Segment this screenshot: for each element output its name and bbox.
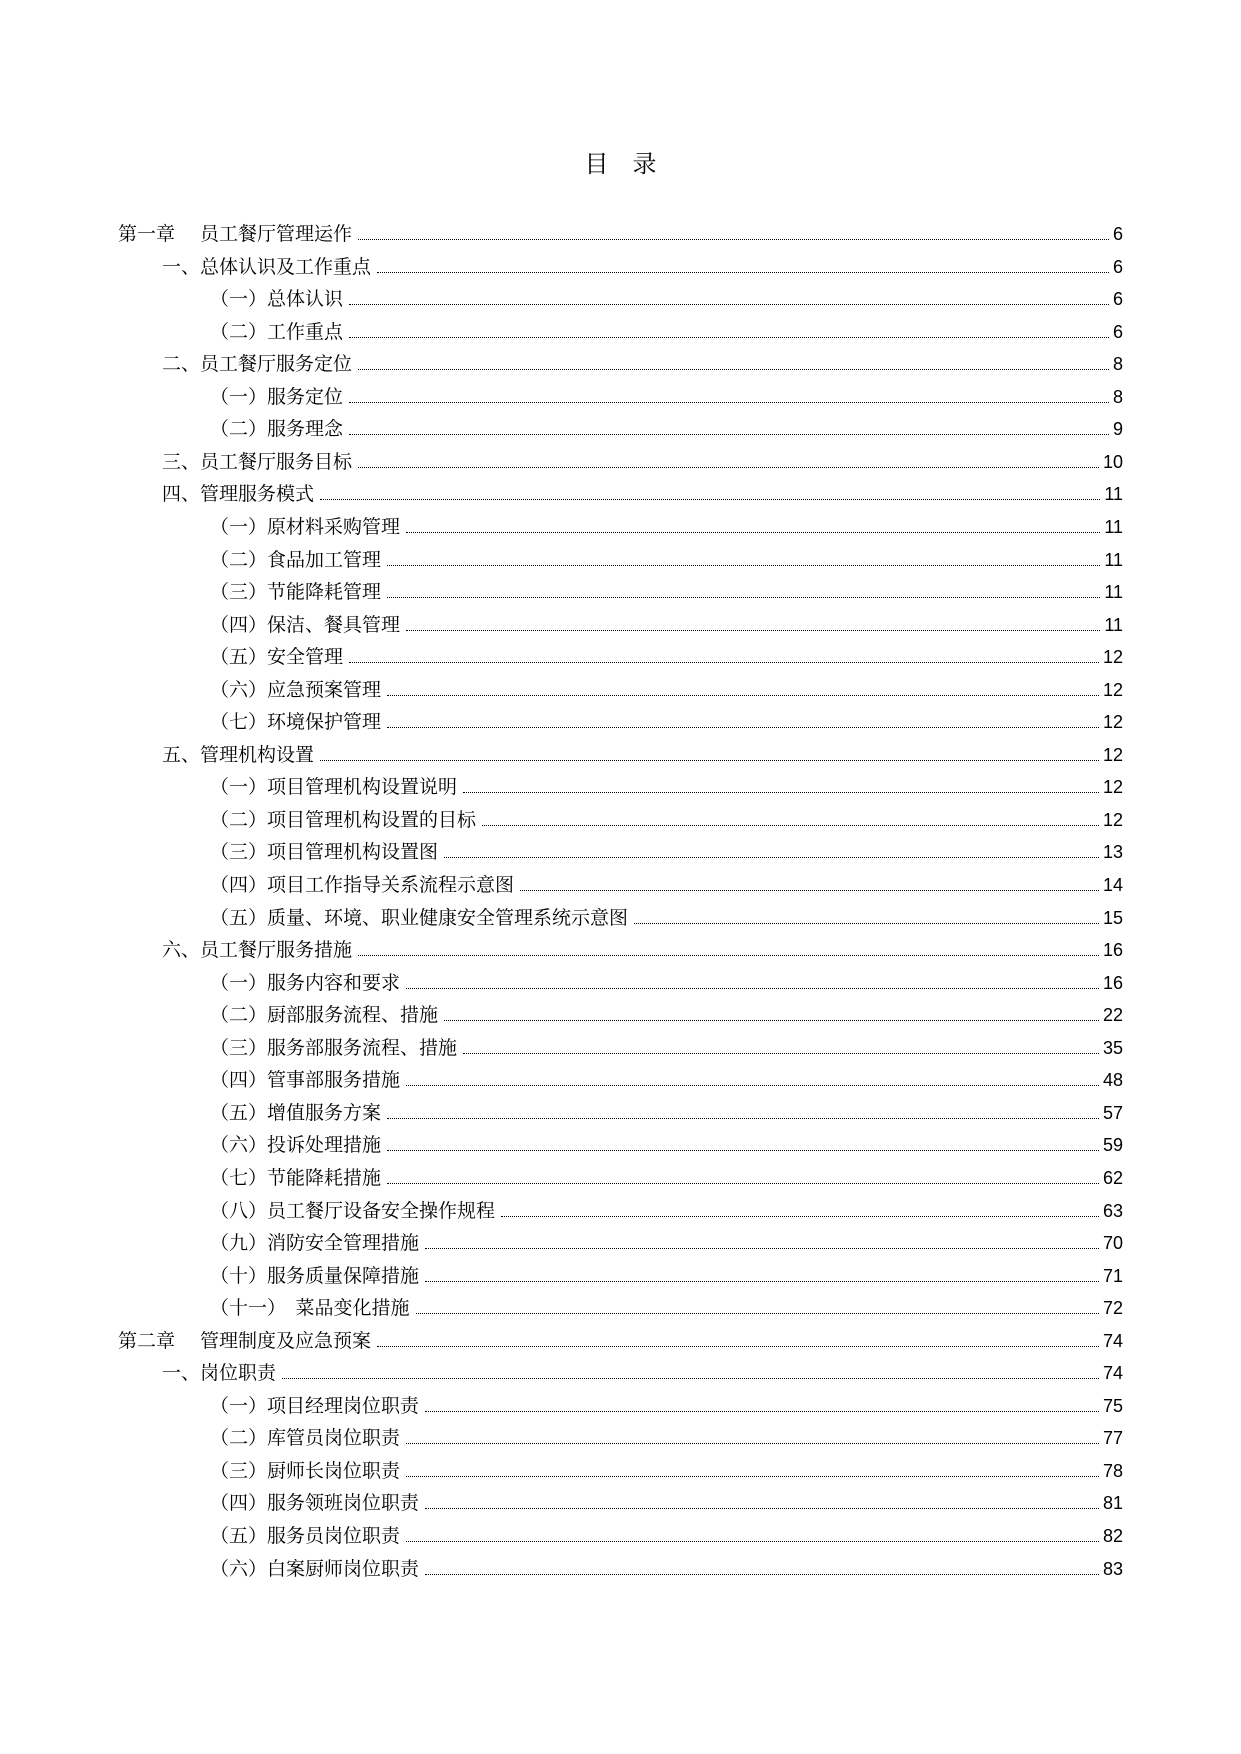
dot-leader [387, 727, 1099, 728]
toc-entry-label: （三）厨师长岗位职责 [210, 1459, 401, 1482]
toc-entry[interactable] [210, 572, 1123, 604]
toc-entry[interactable] [210, 702, 1123, 734]
dot-leader [425, 1281, 1099, 1282]
toc-entry-label: （一）服务内容和要求 [210, 971, 401, 994]
toc-entry[interactable] [210, 1060, 1123, 1092]
dot-leader [406, 1541, 1099, 1542]
toc-entry[interactable] [210, 279, 1123, 311]
dot-leader [387, 1150, 1099, 1151]
toc-page-number: 78 [1102, 1460, 1123, 1481]
toc-entry-label: （二）服务理念 [210, 418, 344, 441]
dot-leader [387, 565, 1100, 566]
toc-entry-label: 一、总体认识及工作重点 [162, 255, 372, 278]
toc-entry-label: （六）白案厨师岗位职责 [210, 1557, 420, 1580]
toc-entry-label: （七）节能降耗措施 [210, 1166, 382, 1189]
toc-entry[interactable] [118, 1321, 1123, 1353]
toc-page-number: 12 [1102, 744, 1123, 765]
dot-leader [387, 1183, 1099, 1184]
dot-leader [358, 467, 1099, 468]
toc-page-number: 70 [1102, 1233, 1123, 1254]
dot-leader [387, 1118, 1099, 1119]
toc-entry[interactable] [162, 930, 1123, 962]
toc-entry[interactable] [210, 1093, 1123, 1125]
toc-page-number: 16 [1102, 972, 1123, 993]
toc-entry[interactable] [210, 1549, 1123, 1581]
toc-entry[interactable] [210, 800, 1123, 832]
toc-entry-label: （四）项目工作指导关系流程示意图 [210, 874, 515, 896]
toc-page-number: 12 [1102, 777, 1123, 798]
toc-page-number: 6 [1112, 289, 1123, 310]
toc-page-number: 57 [1102, 1102, 1123, 1123]
toc-page-number: 8 [1112, 386, 1123, 407]
toc-entry[interactable] [210, 1418, 1123, 1450]
dot-leader [520, 890, 1099, 891]
dot-leader [406, 988, 1099, 989]
toc-page-number: 74 [1102, 1363, 1123, 1384]
toc-entry[interactable] [210, 637, 1123, 669]
toc-page-number: 72 [1102, 1298, 1123, 1319]
toc-entry-label: （三）服务部服务流程、措施 [210, 1036, 458, 1059]
toc-page-number: 81 [1102, 1493, 1123, 1514]
toc-entry-label: （二）工作重点 [210, 320, 344, 343]
dot-leader [377, 272, 1109, 273]
dot-leader [425, 1508, 1099, 1509]
toc-entry-label: （十一） 菜品变化措施 [210, 1297, 410, 1320]
toc-entry[interactable] [210, 507, 1123, 539]
dot-leader [444, 857, 1099, 858]
toc-page-number: 12 [1102, 712, 1123, 733]
toc-page-number: 11 [1104, 582, 1123, 603]
toc-entry[interactable] [210, 1125, 1123, 1157]
toc-page-number: 11 [1104, 614, 1123, 635]
toc-entry-label: （二）食品加工管理 [210, 548, 382, 571]
dot-leader [320, 499, 1100, 500]
toc-entry-label: （一）总体认识 [210, 288, 344, 311]
toc-page-number: 11 [1104, 484, 1123, 505]
toc-page-number: 6 [1112, 256, 1123, 277]
toc-page-number: 12 [1102, 647, 1123, 668]
toc-entry[interactable] [210, 963, 1123, 995]
toc-page-number: 63 [1102, 1200, 1123, 1221]
dot-leader [425, 1248, 1099, 1249]
toc-entry[interactable] [210, 1158, 1123, 1190]
dot-leader [634, 923, 1099, 924]
toc-page-number: 48 [1102, 1070, 1123, 1091]
toc-entry-label: 三、员工餐厅服务目标 [162, 450, 353, 473]
toc-entry-label: 第二章 管理制度及应急预案 [118, 1329, 372, 1352]
toc-entry-label: （一）服务定位 [210, 385, 344, 408]
dot-leader [349, 662, 1099, 663]
toc-page-number: 71 [1102, 1265, 1123, 1286]
dot-leader [444, 1020, 1099, 1021]
toc-entry[interactable] [210, 1386, 1123, 1418]
toc-entry-label: （一）项目管理机构设置说明 [210, 776, 458, 799]
toc-page-number: 75 [1102, 1395, 1123, 1416]
toc-entry[interactable] [162, 735, 1123, 767]
toc-entry[interactable] [210, 1516, 1123, 1548]
toc-entry-label: （三）项目管理机构设置图 [210, 841, 439, 864]
dot-leader [482, 825, 1099, 826]
toc-page-number: 59 [1102, 1135, 1123, 1156]
toc-entry-label: （二）厨部服务流程、措施 [210, 1004, 439, 1027]
toc-entry[interactable] [210, 865, 1123, 897]
toc-page-number: 77 [1102, 1428, 1123, 1449]
toc-entry[interactable] [210, 1451, 1123, 1483]
toc-page-number: 74 [1102, 1330, 1123, 1351]
dot-leader [406, 1085, 1099, 1086]
toc-entry-label: （四）服务领班岗位职责 [210, 1492, 420, 1515]
dot-leader [377, 1346, 1099, 1347]
dot-leader [416, 1313, 1099, 1314]
toc-entry[interactable] [210, 1223, 1123, 1255]
dot-leader [406, 1476, 1099, 1477]
toc-entry[interactable] [162, 474, 1123, 506]
toc-entry[interactable] [210, 377, 1123, 409]
toc-entry[interactable] [162, 344, 1123, 376]
dot-leader [406, 1443, 1099, 1444]
dot-leader [349, 337, 1109, 338]
toc-entry-label: 一、岗位职责 [162, 1362, 277, 1385]
toc-entry-label: （十）服务质量保障措施 [210, 1264, 420, 1287]
toc-entry-label: 四、管理服务模式 [162, 483, 315, 506]
toc-entry[interactable] [210, 1256, 1123, 1288]
toc-entry[interactable] [162, 442, 1123, 474]
toc-entry-label: 第一章 员工餐厅管理运作 [118, 223, 353, 245]
dot-leader [358, 239, 1109, 240]
toc-entry[interactable] [210, 832, 1123, 864]
toc-entry[interactable] [210, 1191, 1123, 1223]
dot-leader [349, 434, 1109, 435]
toc-entry[interactable] [210, 540, 1123, 572]
toc-entry[interactable] [210, 898, 1123, 930]
toc-entry-label: 五、管理机构设置 [162, 743, 315, 766]
dot-leader [358, 369, 1109, 370]
toc-page-number: 6 [1112, 224, 1123, 244]
toc-entry[interactable] [162, 1353, 1123, 1385]
dot-leader [463, 792, 1099, 793]
toc-entry[interactable] [210, 1028, 1123, 1060]
toc-entry-label: 二、员工餐厅服务定位 [162, 353, 353, 376]
dot-leader [387, 695, 1099, 696]
toc-entry-label: （四）管事部服务措施 [210, 1069, 401, 1092]
toc-entry[interactable] [210, 312, 1123, 344]
toc-entry-label: （五）质量、环境、职业健康安全管理系统示意图 [210, 906, 629, 929]
toc-entry-label: （五）安全管理 [210, 646, 344, 669]
dot-leader [349, 402, 1109, 403]
toc-entry-label: （四）保洁、餐具管理 [210, 613, 401, 636]
toc-page-number: 12 [1102, 809, 1123, 830]
toc-page-number: 10 [1102, 451, 1123, 472]
toc-page-number: 9 [1112, 419, 1123, 440]
toc-page-number: 11 [1104, 516, 1123, 537]
toc-entry-label: （九）消防安全管理措施 [210, 1232, 420, 1255]
toc-entry[interactable] [210, 995, 1123, 1027]
toc-title: 目 录 [584, 150, 657, 178]
dot-leader [406, 532, 1100, 533]
toc-entry-label: （二）项目管理机构设置的目标 [210, 808, 477, 831]
toc-page-number: 11 [1104, 549, 1123, 570]
toc-entry-label: （六）投诉处理措施 [210, 1134, 382, 1157]
toc-page-number: 22 [1102, 1005, 1123, 1026]
dot-leader [425, 1411, 1099, 1412]
toc-entry-label: （五）服务员岗位职责 [210, 1525, 401, 1547]
dot-leader [387, 597, 1100, 598]
toc-page-number: 82 [1102, 1526, 1123, 1546]
dot-leader [425, 1574, 1099, 1575]
toc-entry[interactable] [162, 247, 1123, 279]
dot-leader [320, 760, 1099, 761]
toc-page-number: 14 [1102, 875, 1123, 895]
dot-leader [406, 630, 1100, 631]
toc-entry-label: （三）节能降耗管理 [210, 581, 382, 604]
toc-entry-label: （一）项目经理岗位职责 [210, 1394, 420, 1417]
toc-entry[interactable] [210, 767, 1123, 799]
toc-page-number: 13 [1102, 842, 1123, 863]
dot-leader [501, 1216, 1099, 1217]
toc-entry[interactable] [210, 1288, 1123, 1320]
toc-entry-label: （一）原材料采购管理 [210, 515, 401, 538]
toc-entry[interactable] [210, 670, 1123, 702]
toc-entry-label: （六）应急预案管理 [210, 678, 382, 701]
toc-entry[interactable] [210, 605, 1123, 637]
toc-page-number: 15 [1102, 907, 1123, 928]
toc-entry-label: （二）库管员岗位职责 [210, 1427, 401, 1450]
toc-entry[interactable] [118, 214, 1123, 246]
toc-page-number: 35 [1102, 1037, 1123, 1058]
toc-entry-label: （八）员工餐厅设备安全操作规程 [210, 1199, 496, 1222]
toc-page-number: 16 [1102, 940, 1123, 961]
toc-entry-label: 六、员工餐厅服务措施 [162, 939, 353, 962]
dot-leader [358, 955, 1099, 956]
toc-page-number: 83 [1102, 1558, 1123, 1579]
toc-entry[interactable] [210, 409, 1123, 441]
toc-page-number: 8 [1112, 354, 1123, 375]
toc-entry-label: （七）环境保护管理 [210, 711, 382, 734]
toc-entry[interactable] [210, 1483, 1123, 1515]
dot-leader [463, 1053, 1099, 1054]
toc-page-number: 12 [1102, 679, 1123, 700]
dot-leader [282, 1378, 1099, 1379]
toc-entry-label: （五）增值服务方案 [210, 1101, 382, 1124]
dot-leader [349, 304, 1109, 305]
toc-page-number: 6 [1112, 321, 1123, 342]
toc-page-number: 62 [1102, 1167, 1123, 1188]
